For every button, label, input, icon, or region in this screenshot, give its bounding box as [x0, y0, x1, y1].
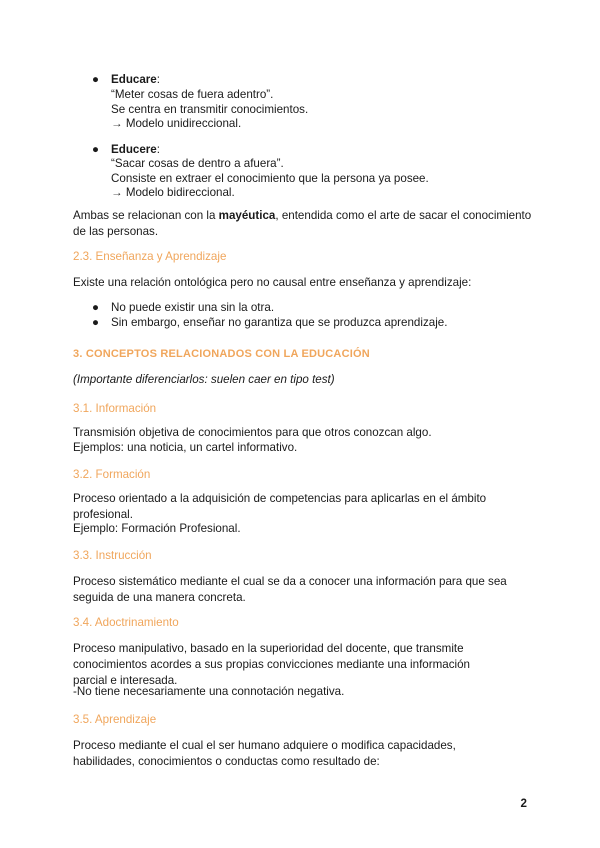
chapter-heading: 3. CONCEPTOS RELACIONADOS CON LA EDUCACIÓN	[73, 348, 370, 360]
paragraph: Proceso manipulativo, basado en la superioridad del docente, que transmite conocimientos acordes a sus propias convicciones mediante una información parcial e interesada.	[73, 642, 470, 687]
bullet-line: → Modelo unidireccional.	[111, 117, 242, 130]
example: Ejemplo: Formación Profesional.	[73, 522, 241, 535]
section-heading: 3.3. Instrucción	[73, 549, 152, 562]
bullet-line: Se centra en transmitir conocimientos.	[111, 102, 309, 116]
paragraph: Proceso sistemático mediante el cual se da a conocer una información para que sea seguida de una manera concreta.	[73, 575, 507, 604]
bullet-line: → Modelo bidireccional.	[111, 186, 235, 199]
list-item: ● No puede existir una sin la otra.	[92, 301, 275, 314]
paragraph-mayeutica: Ambas se relacionan con la mayéutica, entendida como el arte de sacar el conocimiento de las personas.	[73, 209, 535, 238]
bullet-title: Educare	[111, 73, 157, 86]
section-heading: 3.2. Formación	[73, 468, 151, 481]
section-heading: 3.1. Información	[73, 402, 157, 415]
bullet-line: “Meter cosas de fuera adentro”.	[111, 88, 274, 101]
bullet-title: Educere	[111, 143, 157, 156]
paragraph: Transmisión objetiva de conocimientos para que otros conozcan algo.	[73, 426, 432, 439]
list-item: ● Sin embargo, enseñar no garantiza que se produzca aprendizaje.	[92, 316, 448, 329]
bullet-educare: ● Educare:	[92, 73, 160, 86]
paragraph: Proceso mediante el cual el ser humano adquiere o modifica capacidades, habilidades, conocimientos o conductas como resultado de:	[73, 739, 456, 768]
section-heading: 3.4. Adoctrinamiento	[73, 616, 179, 629]
section-heading: 3.5. Aprendizaje	[73, 713, 157, 726]
example: Ejemplos: una noticia, un cartel informativo.	[73, 441, 298, 454]
paragraph: Proceso orientado a la adquisición de competencias para aplicarlas en el ámbito profesional.	[73, 492, 487, 521]
paragraph: Existe una relación ontológica pero no causal entre enseñanza y aprendizaje:	[73, 276, 472, 289]
bullet-line: Consiste en extraer el conocimiento que la persona ya posee.	[111, 171, 429, 185]
bullet-educere: ● Educere:	[92, 143, 160, 156]
bullet-line: “Sacar cosas de dentro a afuera”.	[111, 157, 284, 170]
note: -No tiene necesariamente una connotación negativa.	[73, 685, 345, 698]
page-number: 2	[520, 797, 527, 810]
section-heading: 2.3. Enseñanza y Aprendizaje	[73, 250, 227, 263]
note: (Importante diferenciarlos: suelen caer en tipo test)	[73, 373, 335, 386]
